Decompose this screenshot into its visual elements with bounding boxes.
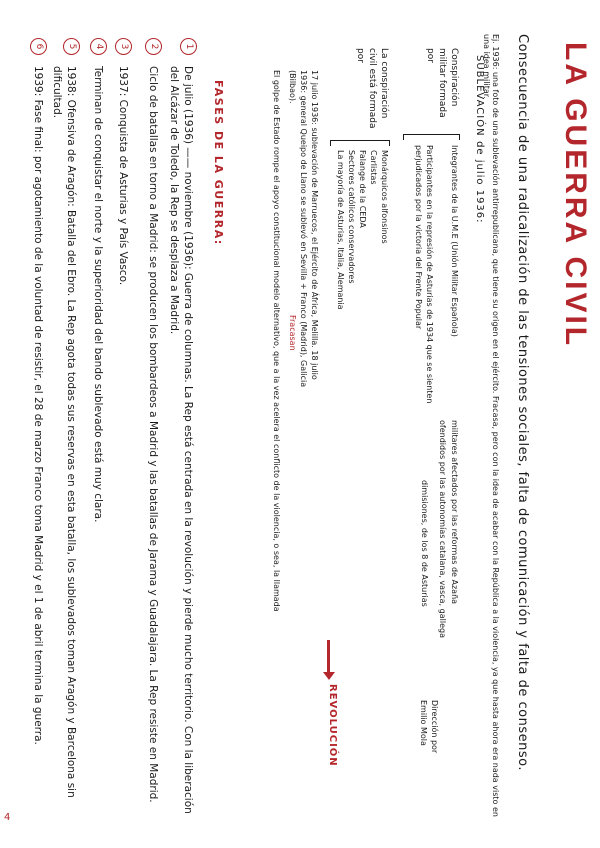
bracket-militar [403, 134, 460, 140]
example-note: Ej. 1936: una foto de una sublevación antirrepublicana, que tiene su origen en el ejército. Fracasa, pero con la idea de acabar con la República a la violencia, ya que hasta ahora era nada visto en una idea militar. [482, 34, 500, 817]
revolucion-arrow [327, 640, 330, 674]
branch-dimisiones: dimisiones, de los 8 de Asturias [420, 480, 429, 607]
sublevacion-heading [474, 55, 485, 224]
direccion-mola: Dirección por Emilio Mola [419, 700, 439, 754]
bracket-civil [330, 140, 390, 146]
civil-item-4: Sectores católicos conservadores [347, 150, 356, 284]
fase-text: 1939: Fase final: por agotamiento de la voluntad de resistir, el 28 de marzo Franco toma Madrid y el 1 de abril termina la guerra. [32, 66, 44, 745]
fase-row-6 [31, 38, 45, 818]
civil-item-5: La mayoría de Asturias, Italia, Alemania [336, 150, 345, 310]
fase-text: Ciclo de batallas en torno a Madrid: se producen los bombardeos a Madrid y las batallas de Jarama y Guadalajara. La Rep resiste en Madrid. [147, 66, 159, 803]
fase-number: 6 [30, 38, 47, 55]
golpe-note: El golpe de Estado rompe el apoyo constitucional modelo alternativo, que a la vez acelera el conflicto de la violencia, o sea, la llamada [272, 70, 281, 612]
intro-text: Consecuencia de una radicalización de las tensiones sociales, falta de comunicación y falta de consenso. [515, 34, 530, 771]
fase-row-2 [146, 38, 160, 818]
civil-item-2: Carlistas [369, 150, 378, 185]
revolucion-label: REVOLUCIÓN [327, 684, 338, 767]
fases-title: FASES DE LA GUERRA: [212, 80, 225, 246]
fase-row-5 [50, 38, 78, 818]
fase-text: 1937: Conquista de Asturias y País Vasco. [117, 66, 129, 286]
branch-represion: Participantes en la represión de Asturias de 1934 que se sienten perjudicados por la victoria del Frente Popular [414, 145, 434, 404]
fase-text: Terminan de conquistar el norte y la superioridad del bando sublevado está muy clara. [92, 66, 104, 523]
fase-number: 4 [90, 38, 107, 55]
conspiracion-militar-label: Conspiración militar formada por [425, 48, 459, 118]
fase-number: 3 [115, 38, 132, 55]
julio-note: 17 julio 1936: sublevación de Marruecos, el Ejército de África, Melilla. 18 julio 1936: general Queipo de Llano se sublevó en Sevilla + Franco (Madrid), Galicia (Bilbao). [288, 70, 319, 388]
civil-item-1: Monárquicos alfonsinos [380, 150, 389, 244]
page-number: 4 [4, 812, 11, 823]
fase-text: 1938: Ofensiva de Aragón: Batalla del Ebro. La Rep agota todas sus reservas en esta batalla, los sublevados toman Aragón y Barcelona sin dificultad. [51, 66, 77, 798]
fase-text: De julio (1936) —— noviembre (1936): Guerra de columnas. La Rep está centrada en la revolución y pierde mucho territorio. Con la liberación del Alcázar de Toledo, la Rep se desplaza a Madrid. [168, 66, 194, 814]
fase-number: 1 [180, 38, 197, 55]
branch-ume: Integrantes de la U.M.E (Unión Militar Española) [450, 145, 459, 337]
sublevacion-title: SUBLEVACIÓN [474, 55, 485, 137]
fase-row-4 [91, 38, 105, 818]
fase-number: 5 [63, 38, 80, 55]
conspiracion-civil-label: La conspiración civil está formada por [355, 48, 389, 129]
branch-autonomias: ofendidos por las autonomías catalana, vasca, gallega [438, 420, 447, 638]
fracasan-label: Fracasan [288, 315, 297, 351]
civil-item-3: Falange de la CEDA [358, 150, 367, 228]
sublevacion-date: de julio 1936: [474, 141, 485, 224]
fase-row-3 [116, 38, 130, 818]
fase-number: 2 [145, 38, 162, 55]
fase-row-1 [167, 38, 195, 818]
branch-azana: militares afectados por las reformas de Azaña [450, 420, 459, 605]
page-title: LA GUERRA CIVIL [559, 42, 592, 349]
